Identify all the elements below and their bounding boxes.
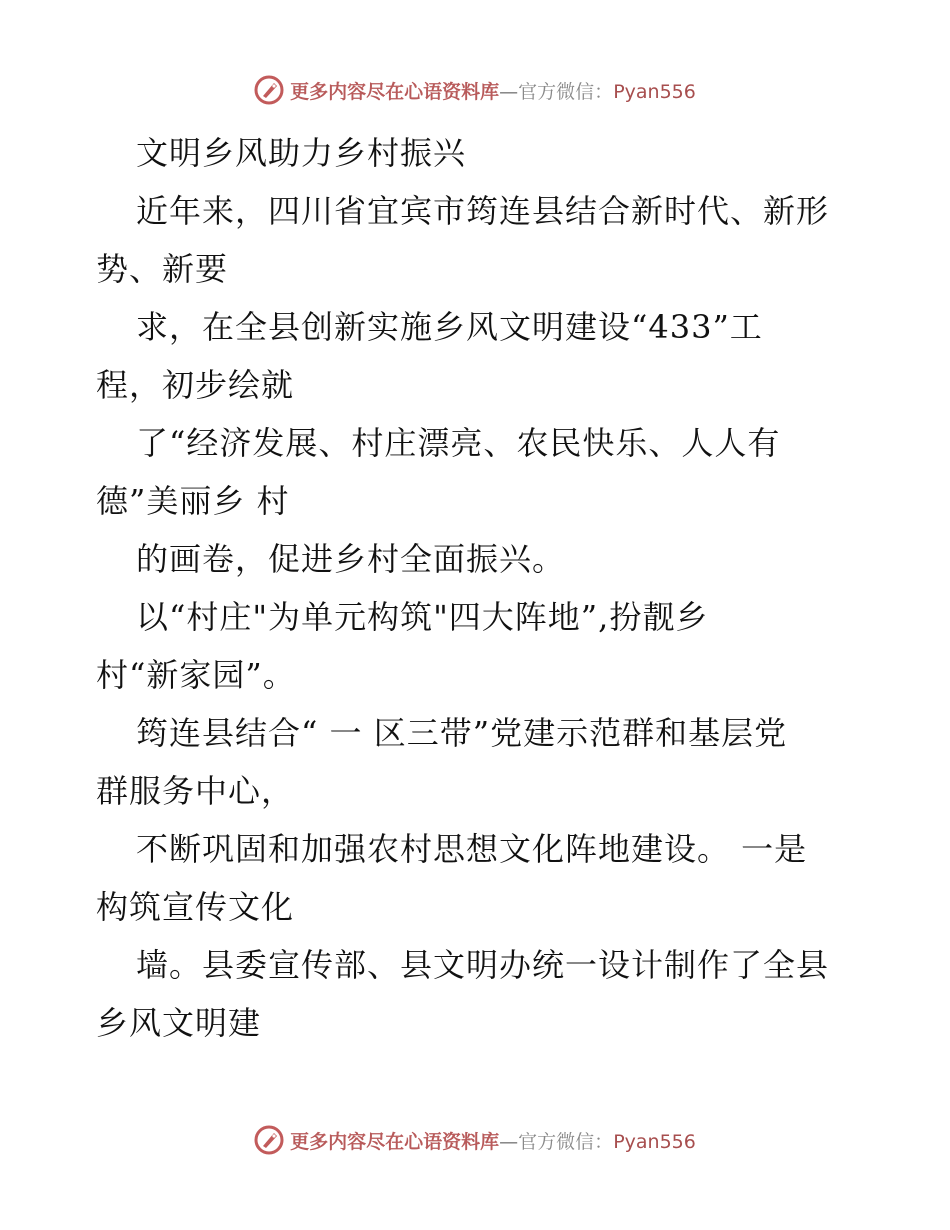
watermark-text <box>290 77 696 104</box>
text-line: 群服务中心， <box>96 772 295 810</box>
watermark-dash: — <box>499 80 519 103</box>
watermark-id: Pyan556 <box>613 1130 696 1153</box>
text-line: 墙。县委宣传部、县文明办统一设计制作了全县 <box>136 946 830 984</box>
text-line: 求，在全县创新实施乡风文明建设“433”工 <box>136 308 763 346</box>
text-line: 构筑宣传文化 <box>96 888 295 926</box>
text-line: 的画卷，促进乡村全面振兴。 <box>136 540 566 578</box>
document-title: 文明乡风助力乡村振兴 <box>136 134 467 172</box>
pen-nib-logo-icon <box>254 75 284 105</box>
watermark-official: 官方微信： <box>518 80 614 103</box>
watermark-dash: — <box>499 1130 519 1153</box>
watermark-brand: 更多内容尽在心语资料库 <box>290 80 500 103</box>
text-line: 乡风文明建 <box>96 1004 262 1042</box>
text-line: 程，初步绘就 <box>96 366 295 404</box>
text-line: 以“村庄"为单元构筑"四大阵地”,扮靓乡 <box>136 598 709 636</box>
watermark-brand: 更多内容尽在心语资料库 <box>290 1130 500 1153</box>
text-line: 村“新家园”。 <box>96 656 296 694</box>
text-line: 德”美丽乡 村 <box>96 482 290 520</box>
watermark-id: Pyan556 <box>613 80 696 103</box>
text-line: 势、新要 <box>96 250 229 288</box>
text-line: 了“经济发展、村庄漂亮、农民快乐、人人有 <box>136 424 781 462</box>
header-watermark <box>0 72 950 108</box>
text-line: 筠连县结合“ 一 区三带”党建示范群和基层党 <box>136 714 788 752</box>
watermark-official: 官方微信： <box>518 1130 614 1153</box>
text-line: 近年来，四川省宜宾市筠连县结合新时代、新形 <box>136 192 830 230</box>
text-line: 不断巩固和加强农村思想文化阵地建设。 一是 <box>136 830 808 868</box>
watermark-text <box>290 1127 696 1154</box>
footer-watermark <box>0 1122 950 1158</box>
pen-nib-logo-icon <box>254 1125 284 1155</box>
document-body <box>96 124 876 1052</box>
